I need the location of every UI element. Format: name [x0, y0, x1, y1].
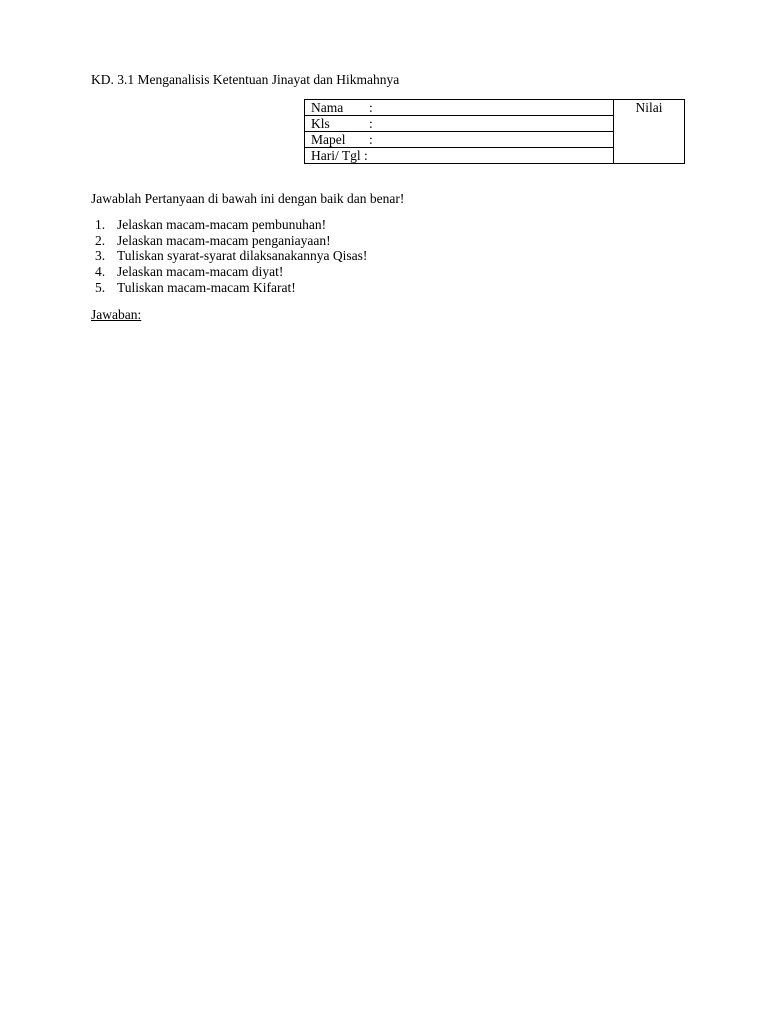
question-text: Jelaskan macam-macam penganiayaan! [117, 232, 331, 248]
class-label: Kls [311, 116, 330, 131]
instruction-text: Jawablah Pertanyaan di bawah ini dengan baik dan benar! [91, 191, 405, 206]
question-text: Jelaskan macam-macam diyat! [117, 264, 284, 280]
name-label: Nama [311, 100, 344, 115]
question-number: 4. [95, 264, 106, 280]
student-info-table [304, 99, 685, 164]
question-list [91, 217, 367, 296]
date-field [305, 148, 614, 164]
question-number: 5. [95, 279, 106, 295]
class-separator: : [369, 116, 373, 131]
list-item [91, 233, 367, 249]
question-text: Jelaskan macam-macam pembunuhan! [117, 217, 327, 232]
score-header: Nilai [635, 100, 663, 115]
subject-separator: : [369, 132, 373, 147]
subject-label: Mapel [311, 132, 346, 147]
list-item [91, 248, 367, 264]
date-label: Hari/ Tgl : [311, 148, 368, 163]
name-separator: : [369, 100, 373, 115]
class-field [305, 116, 614, 132]
question-number: 3. [95, 248, 106, 264]
document-title: KD. 3.1 Menganalisis Ketentuan Jinayat dan Hikmahnya [91, 72, 400, 87]
answer-label: Jawaban: [91, 307, 142, 322]
question-text: Tuliskan macam-macam Kifarat! [117, 279, 296, 295]
list-item [91, 217, 367, 233]
list-item [91, 264, 367, 280]
question-number: 2. [95, 232, 106, 248]
score-box [614, 100, 685, 164]
question-number: 1. [95, 217, 106, 232]
subject-field [305, 132, 614, 148]
question-text: Tuliskan syarat-syarat dilaksanakannya Qisas! [117, 248, 368, 264]
table-row [305, 100, 685, 116]
list-item [91, 280, 367, 296]
name-field [305, 100, 614, 116]
